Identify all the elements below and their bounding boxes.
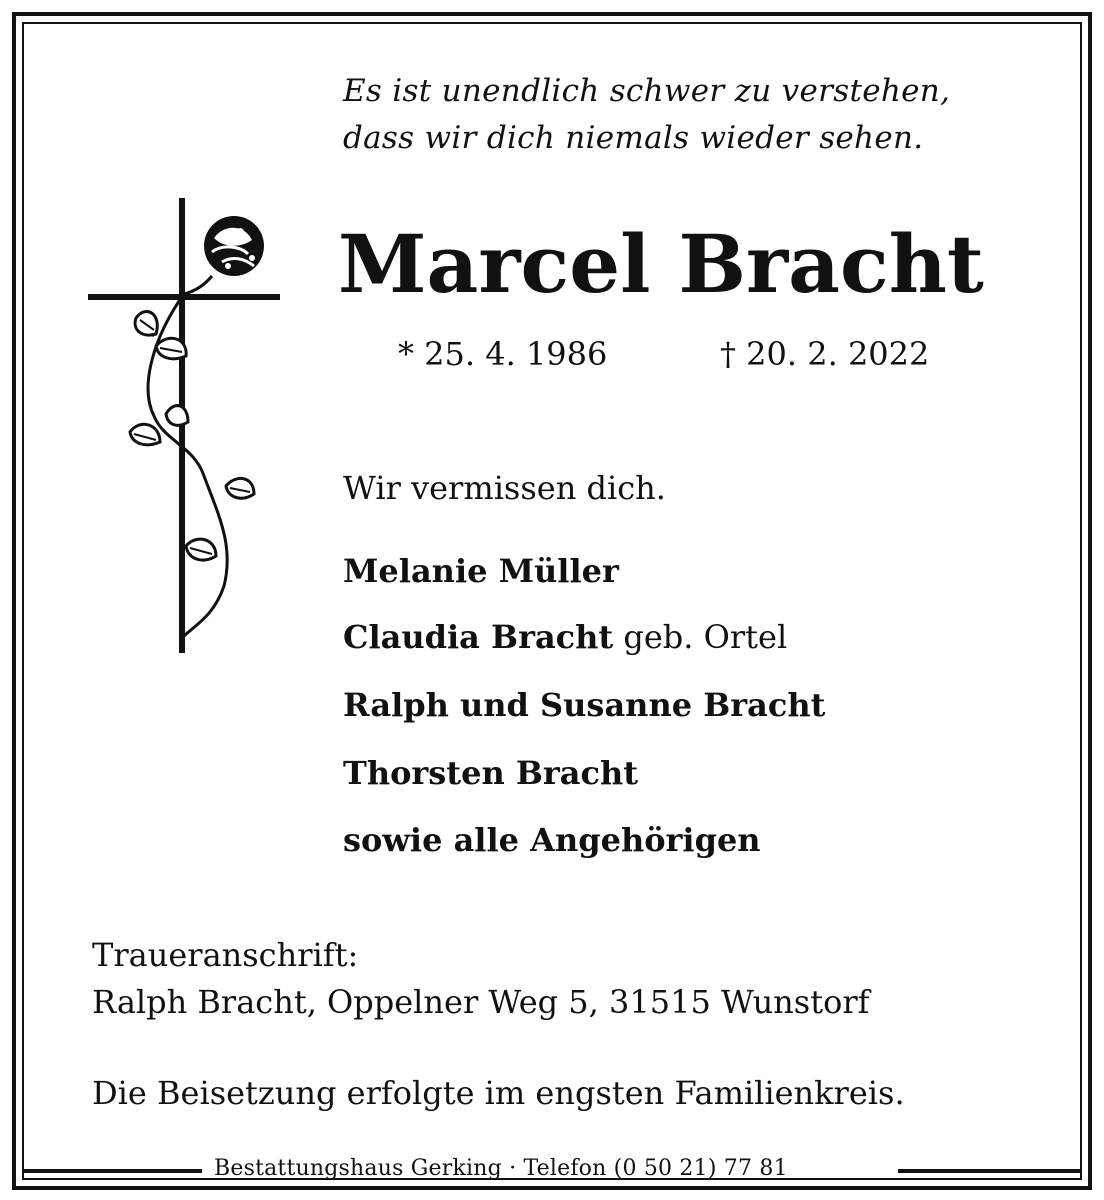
mourner-4: Thorsten Bracht [343, 754, 639, 792]
funeral-home-footer: Bestattungshaus Gerking · Telefon (0 50 21) 77 81 [214, 1156, 788, 1181]
footer-rule-left [22, 1169, 202, 1173]
memorial-poem [343, 68, 950, 162]
birth-date: * 25. 4. 1986 [398, 335, 608, 373]
poem-line-1: Es ist unendlich schwer zu verstehen, [343, 73, 951, 109]
mourner-3: Ralph und Susanne Bracht [343, 686, 826, 724]
poem-line-2: dass wir dich niemals wieder sehen. [343, 120, 924, 156]
mourner-2-birth-name: geb. Ortel [613, 618, 788, 656]
mourner-5: sowie alle Angehörigen [343, 821, 761, 859]
mourning-message: Wir vermissen dich. [343, 469, 666, 507]
deceased-name: Marcel Bracht [338, 217, 984, 311]
footer-rule-right [898, 1169, 1082, 1173]
mourner-2-name: Claudia Bracht [343, 618, 614, 656]
mourner-1: Melanie Müller [343, 552, 619, 590]
cross-with-rose-icon [84, 196, 284, 656]
burial-note: Die Beisetzung erfolgte im engsten Familienkreis. [92, 1074, 905, 1112]
address-label: Traueranschrift: [92, 936, 359, 974]
address-line: Ralph Bracht, Oppelner Weg 5, 31515 Wunstorf [92, 983, 870, 1021]
mourner-2 [343, 617, 787, 657]
death-date: † 20. 2. 2022 [720, 335, 930, 373]
